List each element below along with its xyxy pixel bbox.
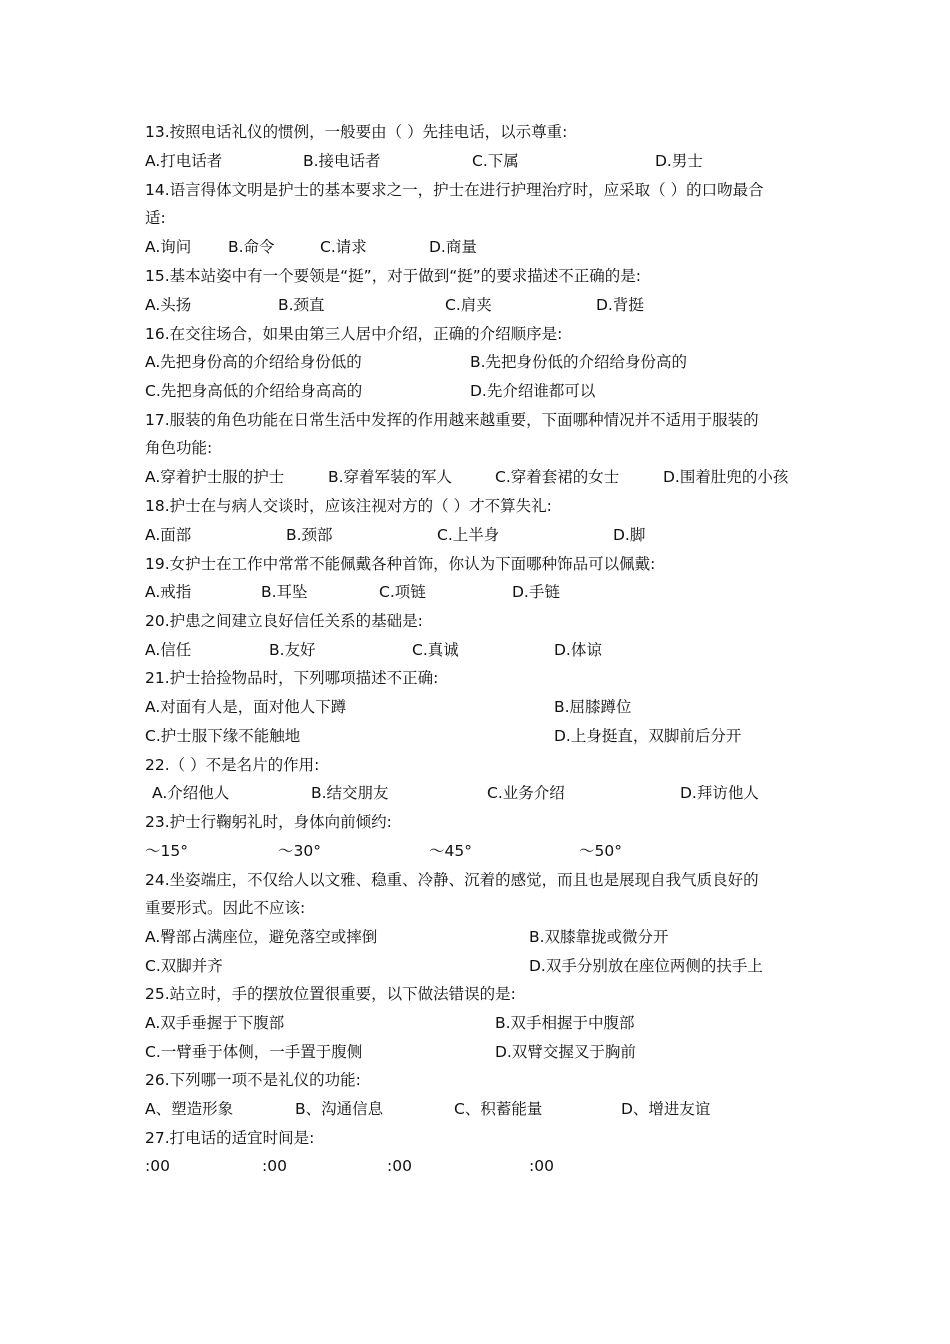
option-13-a: A.打电话者 xyxy=(145,152,223,170)
option-18-b: B.颈部 xyxy=(286,526,333,544)
options-24-row1 xyxy=(145,923,810,951)
option-14-d: D.商量 xyxy=(429,238,477,256)
option-22-b: B.结交朋友 xyxy=(311,784,389,802)
question-27: 27.打电话的适宜时间是: xyxy=(145,1129,315,1147)
option-13-b: B.接电话者 xyxy=(303,152,381,170)
option-25-d: D.双臂交握叉于胸前 xyxy=(495,1043,636,1061)
option-21-d: D.上身挺直，双脚前后分开 xyxy=(554,727,742,745)
options-24-row2 xyxy=(145,952,810,980)
question-25: 25.站立时，手的摆放位置很重要，以下做法错误的是: xyxy=(145,985,516,1003)
option-15-a: A.头扬 xyxy=(145,296,192,314)
option-26-d: D、增进友谊 xyxy=(621,1100,711,1118)
option-16-b: B.先把身份低的介绍给身份高的 xyxy=(470,353,688,371)
question-14-cont: 适: xyxy=(145,209,166,227)
option-19-b: B.耳坠 xyxy=(261,583,308,601)
options-27 xyxy=(145,1152,810,1180)
option-25-c: C.一臂垂于体侧，一手置于腹侧 xyxy=(145,1043,363,1061)
options-21-row1 xyxy=(145,693,810,721)
option-27-a: :00 xyxy=(145,1157,170,1175)
option-14-a: A.询问 xyxy=(145,238,192,256)
option-27-c: :00 xyxy=(387,1157,412,1175)
options-25-row2 xyxy=(145,1038,810,1066)
question-19: 19.女护士在工作中常常不能佩戴各种首饰，你认为下面哪种饰品可以佩戴: xyxy=(145,555,656,573)
option-26-b: B、沟通信息 xyxy=(295,1100,384,1118)
option-24-a: A.臀部占满座位，避免落空或摔倒 xyxy=(145,928,378,946)
option-27-b: :00 xyxy=(262,1157,287,1175)
option-24-b: B.双膝靠拢或微分开 xyxy=(529,928,669,946)
question-21: 21.护士拾捡物品时，下列哪项描述不正确: xyxy=(145,669,439,687)
option-15-c: C.肩夹 xyxy=(445,296,492,314)
option-13-d: D.男士 xyxy=(655,152,703,170)
option-17-a: A.穿着护士服的护士 xyxy=(145,468,285,486)
options-17 xyxy=(145,463,810,491)
question-13: 13.按照电话礼仪的惯例，一般要由（ ）先挂电话，以示尊重: xyxy=(145,123,568,141)
question-17-cont: 角色功能: xyxy=(145,439,213,457)
question-22: 22.（ ）不是名片的作用: xyxy=(145,756,320,774)
question-23: 23.护士行鞠躬礼时，身体向前倾约: xyxy=(145,813,392,831)
option-23-d: ～50° xyxy=(579,842,622,860)
option-18-c: C.上半身 xyxy=(437,526,500,544)
options-15 xyxy=(145,291,810,319)
option-15-b: B.颈直 xyxy=(278,296,325,314)
options-14 xyxy=(145,233,810,261)
option-13-c: C.下属 xyxy=(472,152,519,170)
option-15-d: D.背挺 xyxy=(596,296,644,314)
options-13 xyxy=(145,147,810,175)
question-14: 14.语言得体文明是护士的基本要求之一，护士在进行护理治疗时，应采取（ ）的口吻最合 xyxy=(145,181,764,199)
option-27-d: :00 xyxy=(529,1157,554,1175)
options-20 xyxy=(145,636,810,664)
options-21-row2 xyxy=(145,722,810,750)
question-26: 26.下列哪一项不是礼仪的功能: xyxy=(145,1071,361,1089)
option-17-b: B.穿着军装的军人 xyxy=(328,468,453,486)
option-17-c: C.穿着套裙的女士 xyxy=(495,468,620,486)
options-23 xyxy=(145,837,810,865)
option-18-a: A.面部 xyxy=(145,526,192,544)
options-25-row1 xyxy=(145,1009,810,1037)
option-20-a: A.信任 xyxy=(145,641,192,659)
option-26-a: A、塑造形象 xyxy=(145,1100,234,1118)
option-20-b: B.友好 xyxy=(269,641,316,659)
option-16-a: A.先把身份高的介绍给身份低的 xyxy=(145,353,362,371)
option-23-c: ～45° xyxy=(429,842,472,860)
option-22-c: C.业务介绍 xyxy=(487,784,565,802)
option-19-a: A.戒指 xyxy=(145,583,192,601)
option-24-d: D.双手分别放在座位两侧的扶手上 xyxy=(529,957,763,975)
option-19-d: D.手链 xyxy=(512,583,560,601)
option-24-c: C.双脚并齐 xyxy=(145,957,223,975)
question-17: 17.服装的角色功能在日常生活中发挥的作用越来越重要，下面哪种情况并不适用于服装的 xyxy=(145,411,759,429)
options-16-row1 xyxy=(145,348,810,376)
option-25-b: B.双手相握于中腹部 xyxy=(495,1014,635,1032)
option-22-d: D.拜访他人 xyxy=(680,784,759,802)
option-19-c: C.项链 xyxy=(379,583,426,601)
options-18 xyxy=(145,521,810,549)
option-21-c: C.护士服下缘不能触地 xyxy=(145,727,301,745)
question-16: 16.在交往场合，如果由第三人居中介绍，正确的介绍顺序是: xyxy=(145,325,563,343)
option-17-d: D.围着肚兜的小孩 xyxy=(663,468,789,486)
option-14-c: C.请求 xyxy=(320,238,367,256)
option-20-c: C.真诚 xyxy=(412,641,459,659)
option-21-b: B.屈膝蹲位 xyxy=(554,698,632,716)
option-23-a: ～15° xyxy=(145,842,188,860)
question-15: 15.基本站姿中有一个要领是“挺”，对于做到“挺”的要求描述不正确的是: xyxy=(145,267,641,285)
option-26-c: C、积蓄能量 xyxy=(454,1100,543,1118)
options-16-row2 xyxy=(145,377,810,405)
question-24-cont: 重要形式。因此不应该: xyxy=(145,899,306,917)
options-19 xyxy=(145,578,810,606)
option-16-c: C.先把身高低的介绍给身高高的 xyxy=(145,382,363,400)
question-24: 24.坐姿端庄，不仅给人以文雅、稳重、冷静、沉着的感觉，而且也是展现自我气质良好的 xyxy=(145,871,759,889)
option-20-d: D.体谅 xyxy=(554,641,602,659)
option-21-a: A.对面有人是，面对他人下蹲 xyxy=(145,698,347,716)
options-26 xyxy=(145,1095,810,1123)
option-22-a: A.介绍他人 xyxy=(152,784,230,802)
option-23-b: ～30° xyxy=(278,842,321,860)
option-16-d: D.先介绍谁都可以 xyxy=(470,382,596,400)
options-22 xyxy=(145,779,810,807)
option-14-b: B.命令 xyxy=(228,238,275,256)
question-18: 18.护士在与病人交谈时，应该注视对方的（ ）才不算失礼: xyxy=(145,497,552,515)
question-20: 20.护患之间建立良好信任关系的基础是: xyxy=(145,612,423,630)
option-25-a: A.双手垂握于下腹部 xyxy=(145,1014,285,1032)
option-18-d: D.脚 xyxy=(613,526,646,544)
